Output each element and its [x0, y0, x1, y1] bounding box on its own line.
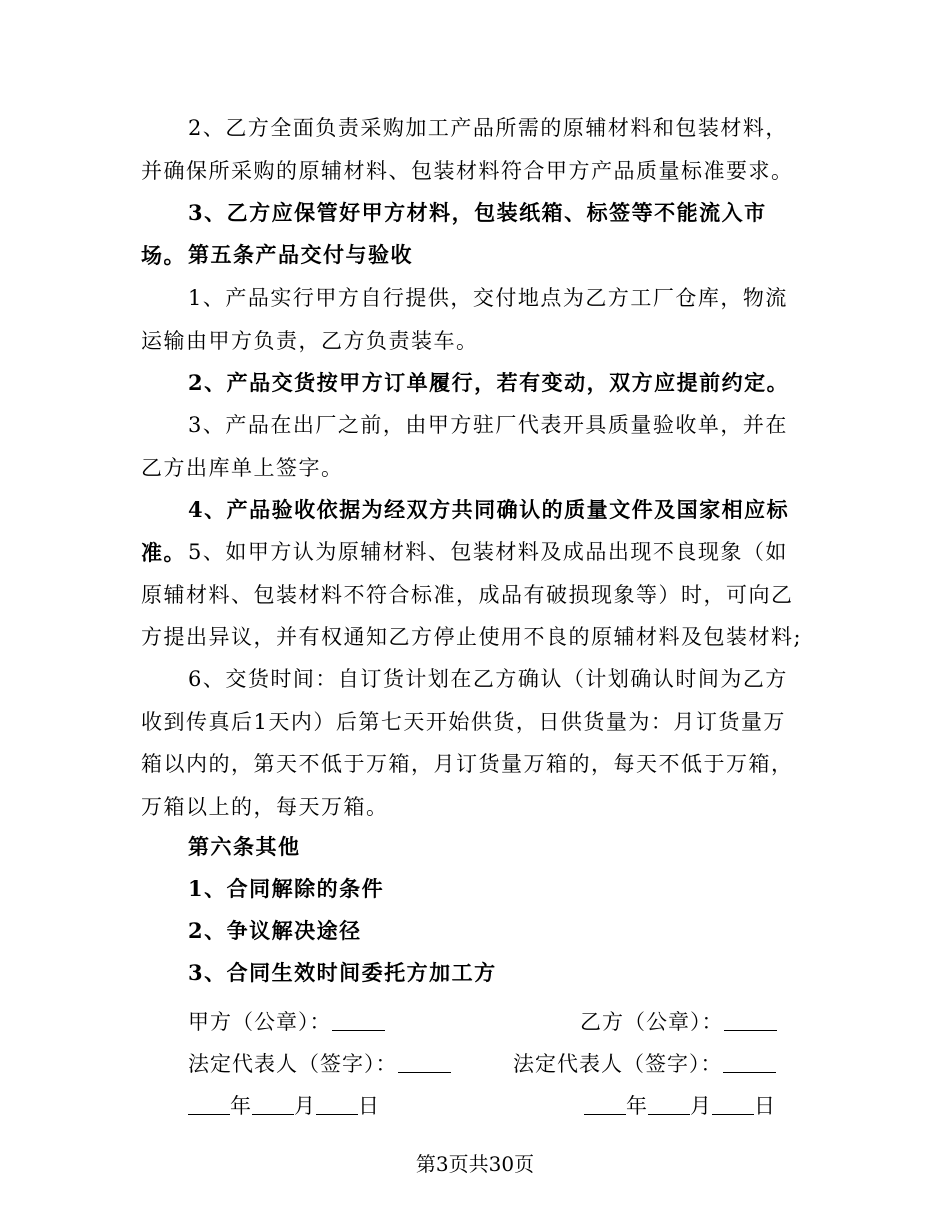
party-a-seal-label: 甲方（公章）：	[188, 1010, 332, 1034]
clause-paragraph: 5、如甲方认为原辅材料、包装材料及成品出现不良现象（如原辅材料、包装材料不符合标准，成品有破损现象等）时，可向乙方提出异议，并有权通知乙方停止使用不良的原辅材料及包装材料;	[141, 540, 803, 649]
party-a-seal-blank	[332, 1010, 385, 1031]
day-label: 日	[754, 1094, 776, 1118]
month-label: 月	[294, 1094, 316, 1118]
year-label: 年	[626, 1094, 648, 1118]
day-label: 日	[358, 1094, 380, 1118]
month-blank	[648, 1094, 690, 1115]
clause-paragraph: 1、产品实行甲方自行提供，交付地点为乙方工厂仓库，物流运输由甲方负责，乙方负责装车。	[141, 286, 788, 353]
section-heading: 第六条其他	[188, 834, 301, 859]
date-a-line	[188, 1090, 380, 1120]
clause-paragraph: 3、合同生效时间委托方加工方	[188, 960, 497, 985]
clause-paragraph: 2、乙方全面负责采购加工产品所需的原辅材料和包装材料，并确保所采购的原辅材料、包装材料符合甲方产品质量标准要求。	[141, 116, 794, 183]
rep-a-line	[188, 1048, 451, 1078]
clause-paragraph: 1、合同解除的条件	[188, 876, 385, 901]
page-footer: 第3页共30页	[415, 1152, 535, 1176]
clause-paragraph: 3、产品在出厂之前，由甲方驻厂代表开具质量验收单，并在乙方出库单上签字。	[141, 413, 788, 480]
rep-b-label: 法定代表人（签字）：	[513, 1052, 723, 1076]
year-blank	[188, 1094, 230, 1115]
month-blank	[252, 1094, 294, 1115]
day-blank	[316, 1094, 358, 1115]
rep-a-blank	[398, 1052, 451, 1073]
clause-paragraph: 2、争议解决途径	[188, 918, 362, 943]
party-a-seal-line	[188, 1006, 385, 1036]
party-b-seal-line	[580, 1006, 777, 1036]
year-blank	[584, 1094, 626, 1115]
clause-paragraph: 6、交货时间：自订货计划在乙方确认（计划确认时间为乙方收到传真后1天内）后第七天开始供货，日供货量为：月订货量万箱以内的，第天不低于万箱，月订货量万箱的，每天不低于万箱，万箱以上的，每天万箱。	[141, 667, 794, 819]
rep-a-label: 法定代表人（签字）：	[188, 1052, 398, 1076]
rep-b-line	[513, 1048, 776, 1078]
day-blank	[712, 1094, 754, 1115]
clause-paragraph: 3、乙方应保管好甲方材料，包装纸箱、标签等不能流入市场。	[141, 200, 767, 268]
clause-paragraph: 2、产品交货按甲方订单履行，若有变动，双方应提前约定。	[188, 370, 790, 395]
clause-paragraph: 4、产品验收依据为经双方共同确认的质量文件及国家相应标准。	[141, 497, 790, 565]
section-heading: 第五条产品交付与验收	[188, 242, 413, 267]
month-label: 月	[690, 1094, 712, 1118]
party-b-seal-blank	[724, 1010, 777, 1031]
rep-b-blank	[723, 1052, 776, 1073]
date-b-line	[584, 1090, 776, 1120]
party-b-seal-label: 乙方（公章）：	[580, 1010, 724, 1034]
year-label: 年	[230, 1094, 252, 1118]
